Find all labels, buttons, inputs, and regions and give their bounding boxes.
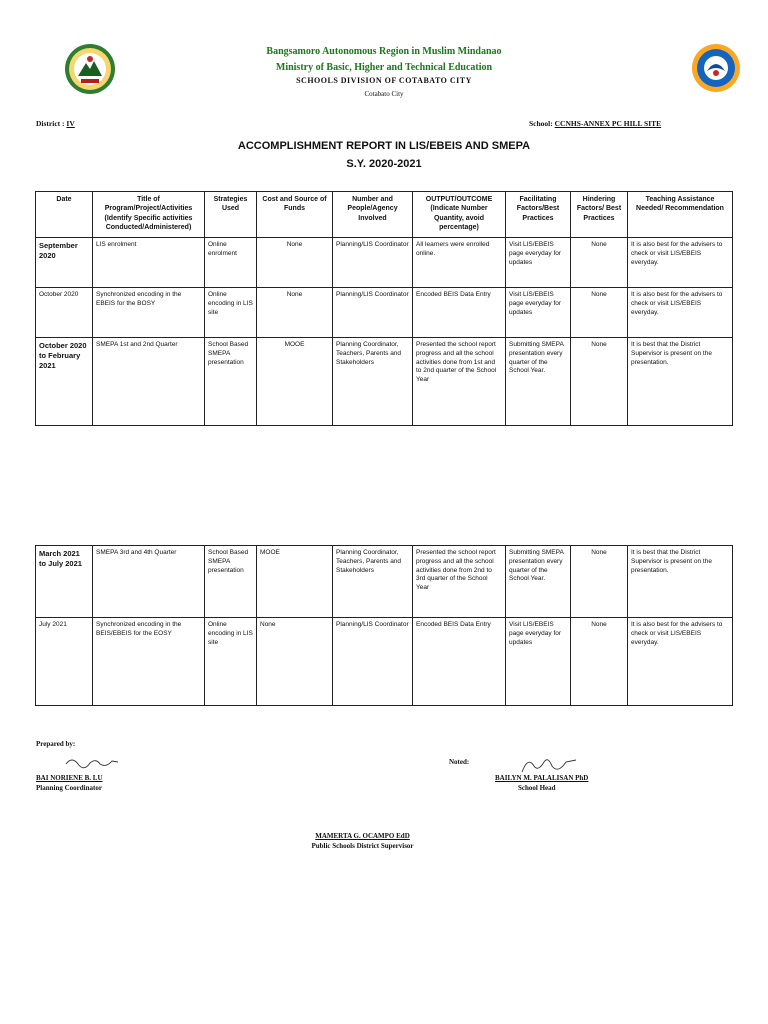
header-people: Number and People/Agency Involved (333, 192, 413, 238)
preparer-signature (64, 752, 120, 772)
header-hindering: Hindering Factors/ Best Practices (571, 192, 628, 238)
preparer-position: Planning Coordinator (36, 784, 102, 792)
cell-strategies: School Based SMEPA presentation (205, 338, 257, 426)
cell-title: Synchronized encoding in the BEIS/EBEIS for the EOSY (93, 618, 205, 706)
cell-date: March 2021 to July 2021 (36, 546, 93, 618)
school-label: School: (529, 119, 553, 128)
supervisor-position: Public Schools District Supervisor (311, 842, 414, 850)
report-table-part-1 (35, 191, 733, 426)
district-info (36, 119, 75, 128)
cell-people: Planning/LIS Coordinator (333, 288, 413, 338)
table-row (36, 618, 733, 706)
cell-cost: MOOE (257, 546, 333, 618)
header-recommendation: Teaching Assistance Needed/ Recommendation (628, 192, 733, 238)
cell-strategies: School Based SMEPA presentation (205, 546, 257, 618)
cell-title: Synchronized encoding in the EBEIS for the BOSY (93, 288, 205, 338)
cell-cost: None (257, 238, 333, 288)
table-row (36, 338, 733, 426)
noted-label: Noted: (449, 758, 470, 766)
cell-recommendation: It is also best for the advisers to check or visit LIS/EBEIS everyday. (628, 618, 733, 706)
cell-output: Encoded BEIS Data Entry (413, 618, 506, 706)
table-row (36, 288, 733, 338)
cell-cost: MOOE (257, 338, 333, 426)
cell-recommendation: It is also best for the advisers to check or visit LIS/EBEIS everyday. (628, 288, 733, 338)
cell-date: October 2020 (36, 288, 93, 338)
cell-hindering: None (571, 238, 628, 288)
header-cost: Cost and Source of Funds (257, 192, 333, 238)
cell-strategies: Online enrolment (205, 238, 257, 288)
cell-date: July 2021 (36, 618, 93, 706)
cell-facilitating: Submitting SMEPA presentation every quarter of the School Year. (506, 546, 571, 618)
preparer-name: BAI NORIENE B. LU (36, 774, 103, 782)
cell-people: Planning Coordinator, Teachers, Parents and Stakeholders (333, 338, 413, 426)
cell-recommendation: It is best that the District Supervisor is present on the presentation. (628, 546, 733, 618)
cell-cost: None (257, 288, 333, 338)
school-head-position: School Head (518, 784, 556, 792)
cell-people: Planning Coordinator, Teachers, Parents and Stakeholders (333, 546, 413, 618)
cell-people: Planning/LIS Coordinator (333, 618, 413, 706)
school-head-name: BAILYN M. PALALISAN PhD (495, 774, 589, 782)
header-strategies: Strategies Used (205, 192, 257, 238)
school-head-signature (518, 754, 578, 776)
cell-output: All learners were enrolled online. (413, 238, 506, 288)
region-header: Bangsamoro Autonomous Region in Muslim Mindanao (266, 46, 502, 57)
report-table-part-2 (35, 545, 733, 706)
ministry-header: Ministry of Basic, Higher and Technical Education (275, 62, 493, 73)
cell-hindering: None (571, 288, 628, 338)
cell-output: Presented the school report progress and all the school activities done from 1st and to 2nd quarter of the School Year (413, 338, 506, 426)
header-title: Title of Program/Project/Activities (Identify Specific activities Conducted/Administered) (93, 192, 205, 238)
table-row (36, 546, 733, 618)
cell-cost: None (257, 618, 333, 706)
school-value: CCNHS-ANNEX PC HILL SITE (554, 119, 662, 128)
cell-output: Presented the school report progress and all the school activities done from 2nd to 3rd quarter of the School Year (413, 546, 506, 618)
cell-output: Encoded BEIS Data Entry (413, 288, 506, 338)
header-date: Date (36, 192, 93, 238)
cell-hindering: None (571, 618, 628, 706)
school-info (529, 119, 661, 128)
table-row (36, 238, 733, 288)
cell-facilitating: Visit LIS/EBEIS page everyday for updates (506, 618, 571, 706)
school-year: S.Y. 2020-2021 (346, 158, 422, 170)
cell-people: Planning/LIS Coordinator (333, 238, 413, 288)
cell-facilitating: Visit LIS/EBEIS page everyday for updates (506, 288, 571, 338)
cell-facilitating: Visit LIS/EBEIS page everyday for updates (506, 238, 571, 288)
report-title: ACCOMPLISHMENT REPORT IN LIS/EBEIS AND SMEPA (237, 140, 531, 152)
cell-strategies: Online encoding in LIS site (205, 618, 257, 706)
division-header: SCHOOLS DIVISION OF COTABATO CITY (296, 76, 472, 85)
prepared-by-label: Prepared by: (36, 740, 76, 748)
cell-recommendation: It is also best for the advisers to check or visit LIS/EBEIS everyday. (628, 238, 733, 288)
district-value: IV (66, 119, 75, 128)
cell-facilitating: Submitting SMEPA presentation every quarter of the School Year. (506, 338, 571, 426)
cell-strategies: Online encoding in LIS site (205, 288, 257, 338)
cell-date: October 2020 to February 2021 (36, 338, 93, 426)
supervisor-name: MAMERTA G. OCAMPO EdD (315, 832, 410, 840)
cell-recommendation: It is best that the District Supervisor is present on the presentation. (628, 338, 733, 426)
cell-title: LIS enrolment (93, 238, 205, 288)
table-header-row (36, 192, 733, 238)
cell-title: SMEPA 1st and 2nd Quarter (93, 338, 205, 426)
city-header: Cotabato City (364, 90, 404, 98)
header-facilitating: Facilitating Factors/Best Practices (506, 192, 571, 238)
district-label: District : (36, 119, 65, 128)
header-output: OUTPUT/OUTCOME (Indicate Number Quantity, avoid percentage) (413, 192, 506, 238)
cell-hindering: None (571, 338, 628, 426)
cell-date: September 2020 (36, 238, 93, 288)
cell-title: SMEPA 3rd and 4th Quarter (93, 546, 205, 618)
cell-hindering: None (571, 546, 628, 618)
